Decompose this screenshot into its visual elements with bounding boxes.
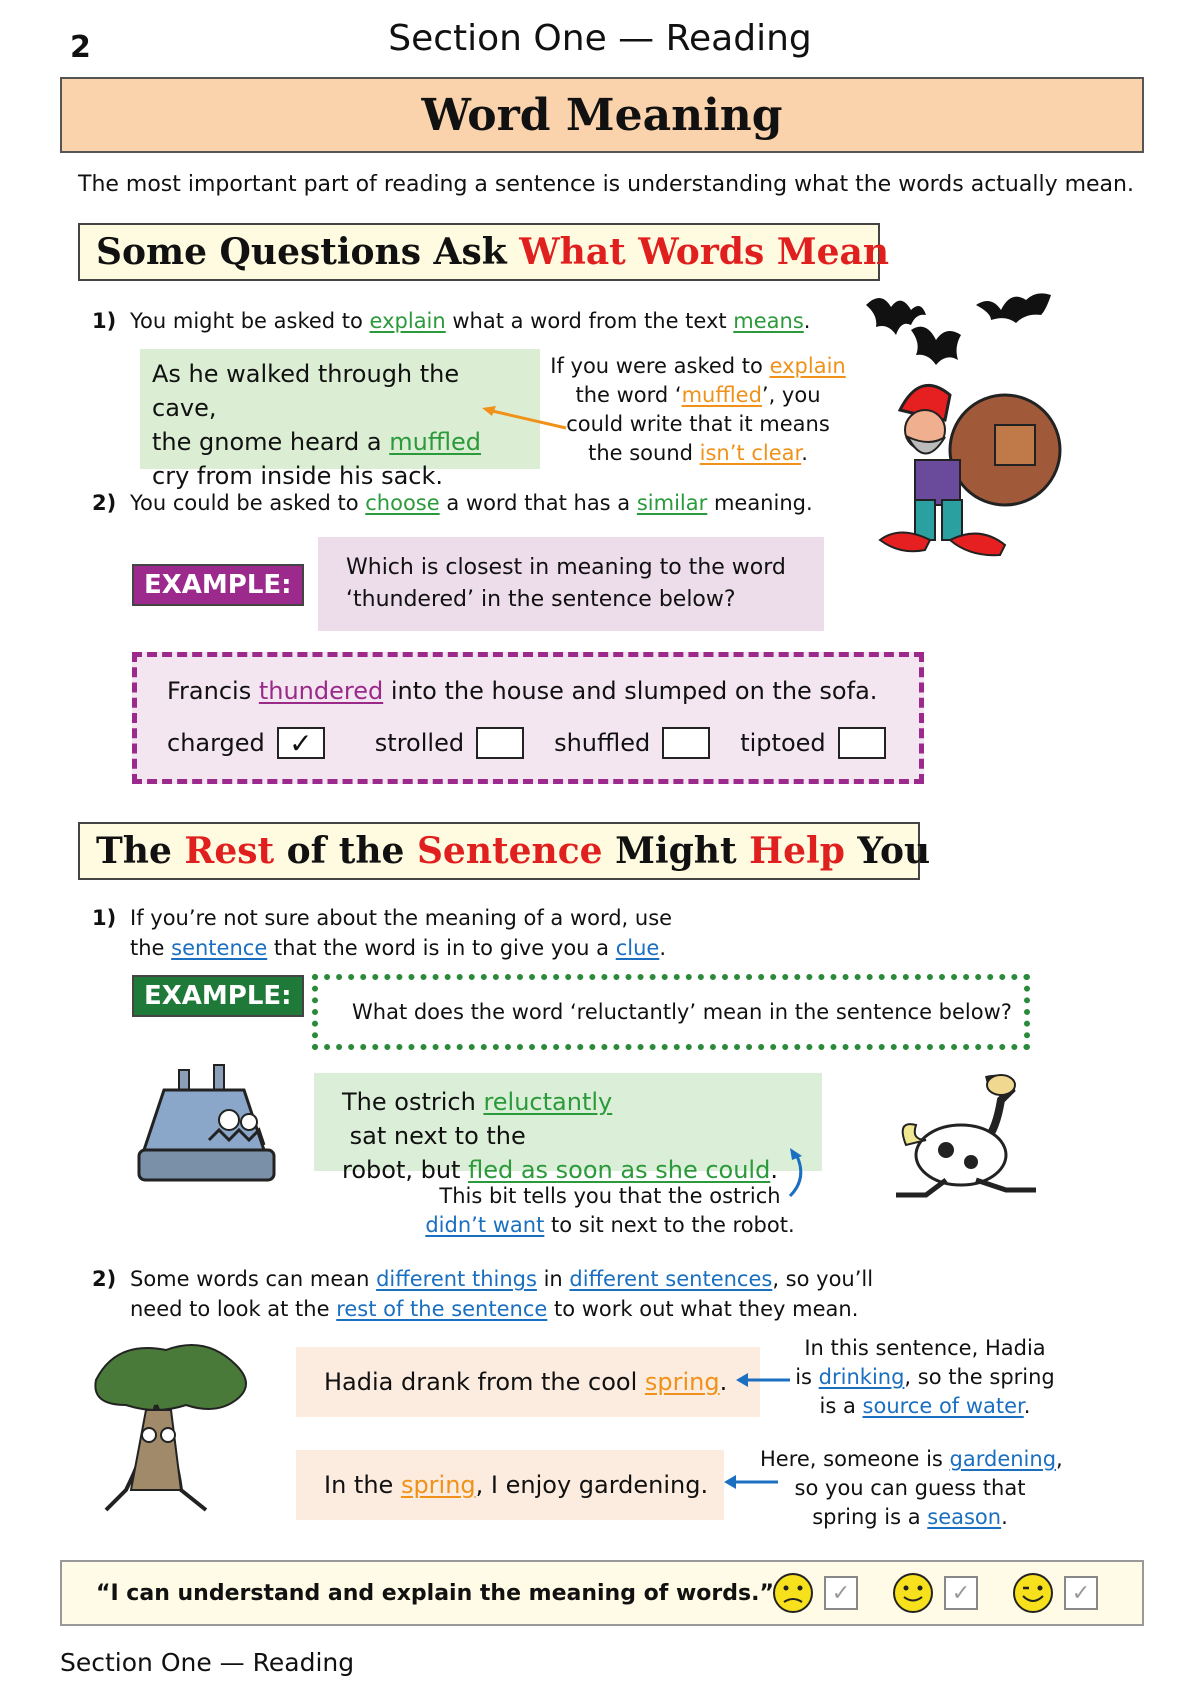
keyword-different-things: different things [376,1267,537,1291]
note-line: In this sentence, Hadia [804,1336,1046,1360]
note-line [548,381,848,410]
keyword-spring: spring [644,1368,720,1396]
option-tiptoed [740,727,885,759]
note-line: This bit tells you that the ostrich [439,1184,781,1208]
keyword-explain: explain [369,309,446,333]
option-label: shuffled [554,729,651,757]
title-banner [60,77,1144,153]
robot-illustration [134,1050,284,1200]
cave-line-1: As he walked through the cave, [152,360,460,422]
keyword-reluctantly: reluctantly [483,1088,613,1116]
keyword-means: means [733,309,804,333]
text: Francis [167,677,259,705]
page-title: Word Meaning [421,89,783,141]
note-line [790,1363,1060,1392]
option-label: strolled [374,729,465,757]
text: need to look at the [130,1297,337,1321]
heading1-part-a: Some Questions Ask [96,231,520,273]
ostrich-line-1 [342,1085,794,1153]
keyword-clue: clue [615,936,660,960]
text: in [536,1267,570,1291]
spring-season-box [296,1450,724,1520]
option-label: tiptoed [740,729,826,757]
unsure-face-icon [772,1572,814,1614]
question-box: What does the word ‘reluctantly’ mean in the sentence below? [312,974,1030,1050]
text: the gnome heard a [152,428,390,456]
tree-illustration [86,1340,256,1520]
section2-heading [78,822,931,880]
note-line: could write that it means [566,412,830,436]
option-checkbox[interactable] [476,727,524,759]
keyword-season: season [927,1505,1002,1529]
text: spring is a [812,1505,928,1529]
self-assessment-box [60,1560,1144,1626]
heading2-part: Sentence [416,830,603,872]
keyword-explain: explain [769,354,846,378]
text: . [719,1368,728,1396]
point-different-meanings [92,1264,873,1324]
self-assessment-quote: “I can understand and explain the meaning of words.” [96,1580,774,1606]
intro-text: The most important part of reading a sentence is understanding what the words actually mean. [78,172,1134,197]
option-checkbox[interactable] [838,727,886,759]
note-line [760,1445,1063,1474]
option-charged [167,727,325,759]
text: Hadia drank from the cool [324,1368,645,1396]
spring-drink-note [790,1334,1060,1421]
text: to work out what they mean. [547,1297,859,1321]
keyword-rest-of-sentence: rest of the sentence [336,1297,548,1321]
keyword-similar: similar [636,491,708,515]
note-line [760,1503,1060,1532]
point-line [92,1264,873,1294]
text: the word ‘ [575,383,682,407]
text: the sound [588,441,700,465]
text: . [770,1156,778,1184]
text: . [1023,1394,1031,1418]
example-sentence [167,675,889,707]
note-line [548,352,848,381]
text: to sit next to the robot. [544,1213,795,1237]
point-sentence-clue [92,903,672,963]
heading2-part: Might [602,830,750,872]
text: . [803,309,811,333]
text: , so you’ll [772,1267,874,1291]
question-line-1: Which is closest in meaning to the word [346,555,786,580]
spring-season-note [760,1445,1063,1532]
text: If you were asked to [550,354,770,378]
text: robot, but [342,1156,469,1184]
heading2-part: Help [749,830,845,872]
option-checkbox[interactable] [662,727,710,759]
heading1-part-b: What Words Mean [519,231,890,273]
heading2-part: of the [274,830,417,872]
point-line [92,933,672,963]
text: If you’re not sure about the meaning of a word, use [130,906,673,930]
keyword-didnt-want: didn’t want [425,1213,545,1237]
keyword-spring: spring [400,1471,476,1499]
arrow-left-icon [734,1370,790,1390]
point-number: 1) [92,309,117,333]
question-line-2: ‘thundered’ in the sentence below? [346,587,736,612]
text: , so the spring [904,1365,1055,1389]
text: the [130,936,172,960]
gnome-illustration [870,375,1070,575]
option-shuffled [554,727,710,759]
keyword-thundered: thundered [258,677,384,705]
unsure-checkbox[interactable]: ✓ [824,1576,858,1610]
happy-checkbox[interactable]: ✓ [944,1576,978,1610]
happy-face-icon [892,1572,934,1614]
example-label: EXAMPLE: [132,564,304,606]
text: is a [819,1394,863,1418]
text: meaning. [707,491,813,515]
point-line [92,903,672,933]
text: The ostrich [342,1088,484,1116]
ostrich-note [420,1182,800,1240]
page-number: 2 [70,30,91,65]
wink-face-icon [1012,1572,1054,1614]
point-number: 2) [92,1267,117,1291]
keyword-gardening: gardening [949,1447,1057,1471]
note-line: so you can guess that [794,1476,1026,1500]
text: ’, you [761,383,821,407]
example-label: EXAMPLE: [132,975,304,1017]
note-line [420,1211,800,1240]
point-choose [92,488,813,518]
ostrich-example-box [314,1073,822,1184]
answer-options [167,727,889,759]
heading2-part: You [844,830,931,872]
text: what a word from the text [445,309,734,333]
text: . [1001,1505,1008,1529]
option-checkbox[interactable]: ✓ [277,727,325,759]
text: You might be asked to [130,309,370,333]
ostrich-illustration [866,1070,1066,1210]
option-strolled [375,727,524,759]
point-explain [92,306,810,336]
text: , I enjoy gardening. [475,1471,709,1499]
text: . [801,441,808,465]
text: that the word is in to give you a [267,936,616,960]
text: Here, someone is [760,1447,950,1471]
text: sat next to the [342,1122,526,1150]
keyword-source-of-water: source of water [862,1394,1024,1418]
note-line [790,1392,1060,1421]
section1-heading [78,223,890,281]
keyword-muffled: muffled [681,383,762,407]
text: Some words can mean [130,1267,377,1291]
keyword-choose: choose [365,491,440,515]
section-header: Section One — Reading [388,18,812,59]
heading2-part: The [96,830,185,872]
point-number: 2) [92,491,117,515]
spring-drink-box [296,1347,760,1417]
text: into the house and slumped on the sofa. [383,677,878,705]
note-line [548,439,848,468]
text: You could be asked to [130,491,366,515]
text: a word that has a [439,491,637,515]
question-box [318,537,824,631]
confident-checkbox[interactable]: ✓ [1064,1576,1098,1610]
cave-line-3: cry from inside his sack. [152,462,443,490]
explain-note [548,352,848,468]
point-number: 1) [92,906,117,930]
keyword-sentence: sentence [171,936,268,960]
point-line [92,1294,873,1324]
option-label: charged [167,729,265,757]
bats-illustration [866,285,1066,375]
keyword-different-sentences: different sentences [569,1267,773,1291]
text: In the [324,1471,401,1499]
keyword-muffled: muffled [389,428,482,456]
text: , [1056,1447,1063,1471]
keyword-fled: fled as soon as she could [468,1156,771,1184]
footer-section-label: Section One — Reading [60,1648,355,1677]
keyword-isnt-clear: isn’t clear [699,441,802,465]
heading2-part: Rest [184,830,275,872]
keyword-drinking: drinking [818,1365,905,1389]
text: is [795,1365,819,1389]
thundered-example-box [132,652,924,784]
cave-line-2 [152,425,528,459]
text: . [659,936,667,960]
